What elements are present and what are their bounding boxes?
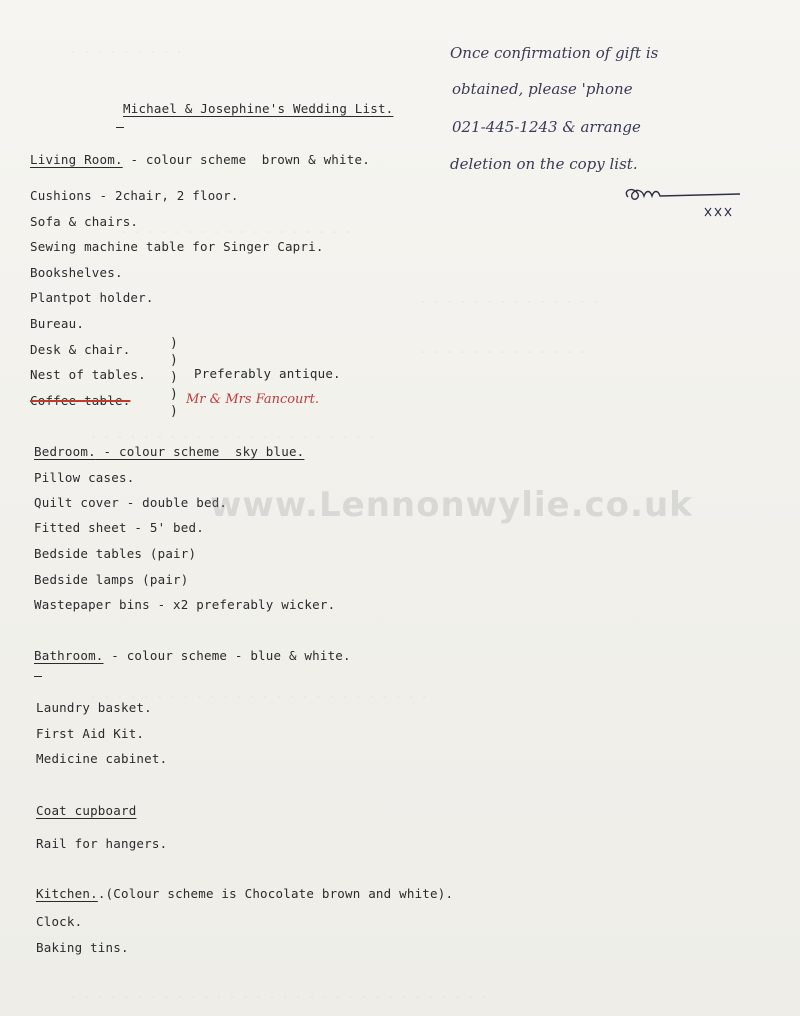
list-item: Nest of tables. — [30, 367, 146, 382]
handwritten-note-line-1: Once confirmation of gift is — [450, 44, 659, 62]
list-item: Wastepaper bins - x2 preferably wicker. — [34, 597, 336, 612]
list-item: Bookshelves. — [30, 265, 123, 280]
list-item: Sewing machine table for Singer Capri. — [30, 239, 324, 254]
signature-scribble — [620, 182, 750, 227]
list-item: Bedside tables (pair) — [34, 546, 197, 561]
list-item: First Aid Kit. — [36, 726, 145, 741]
section-heading-bathroom — [34, 648, 351, 663]
list-item: Plantpot holder. — [30, 290, 154, 305]
list-item-struck: Coffee table. — [30, 393, 131, 408]
show-through-text: - - - - - - - - - - - - - - - - - - - - - - — [90, 430, 375, 443]
section-heading-coat-cupboard: Coat cupboard — [36, 803, 137, 818]
list-item: Desk & chair. — [30, 342, 131, 357]
document-title: Michael & Josephine's Wedding List. — [123, 101, 394, 116]
handwritten-note-line-2: obtained, please 'phone — [452, 80, 633, 98]
section-heading-text: Living Room. — [30, 152, 123, 167]
section-heading-living-room — [30, 152, 370, 167]
section-scheme: - colour scheme - blue & white. — [103, 648, 351, 663]
watermark: www.Lennonwylie.co.uk — [210, 485, 693, 525]
section-heading-bedroom — [34, 444, 304, 459]
show-through-text: - - - - - - - - - — [70, 45, 183, 58]
section-heading-text: Kitchen. — [36, 886, 98, 901]
red-annotation: Mr & Mrs Fancourt. — [186, 392, 320, 407]
list-item: Fitted sheet - 5' bed. — [34, 520, 204, 535]
section-heading-kitchen — [36, 886, 453, 901]
list-item: Clock. — [36, 914, 83, 929]
section-heading-text: Bedroom. — [34, 444, 96, 459]
bracket-mark: ) ) ) ) ) — [170, 336, 178, 419]
section-heading-text: Bathroom. — [34, 648, 104, 663]
handwritten-note-line-3: 021-445-1243 & arrange — [452, 118, 641, 136]
title-dash — [116, 127, 124, 128]
show-through-text: - - - - - - - - - - - - - — [420, 345, 586, 358]
show-through-text: - - - - - - - - - - - - - - - - - - - - - - - - - - — [90, 690, 428, 703]
list-item: Bedside lamps (pair) — [34, 572, 189, 587]
list-item: Quilt cover - double bed. — [34, 495, 228, 510]
section-scheme: .(Colour scheme is Chocolate brown and white). — [97, 886, 454, 901]
section-scheme: - colour scheme brown & white. — [122, 152, 370, 167]
section-scheme: - colour scheme sky blue. — [95, 444, 305, 459]
handwritten-note-line-4: deletion on the copy list. — [450, 155, 638, 173]
bracket-note: Preferably antique. — [194, 366, 341, 381]
list-item: Laundry basket. — [36, 700, 152, 715]
show-through-text: - - - - - - - - - - - - - - — [420, 295, 599, 308]
heading-dash — [34, 676, 42, 677]
list-item: Baking tins. — [36, 940, 129, 955]
list-item: Pillow cases. — [34, 470, 135, 485]
show-through-text: - - - - - - - - - - - - - - - - - - - - - - - - - - - - - - - - — [70, 990, 488, 1003]
list-item: Bureau. — [30, 316, 85, 331]
list-item: Sofa & chairs. — [30, 214, 139, 229]
list-item: Rail for hangers. — [36, 836, 168, 851]
list-item: Medicine cabinet. — [36, 751, 168, 766]
show-through-text: - - - - - - - - - - - - - - - - - - — [120, 225, 352, 238]
list-item: Cushions - 2chair, 2 floor. — [30, 188, 239, 203]
